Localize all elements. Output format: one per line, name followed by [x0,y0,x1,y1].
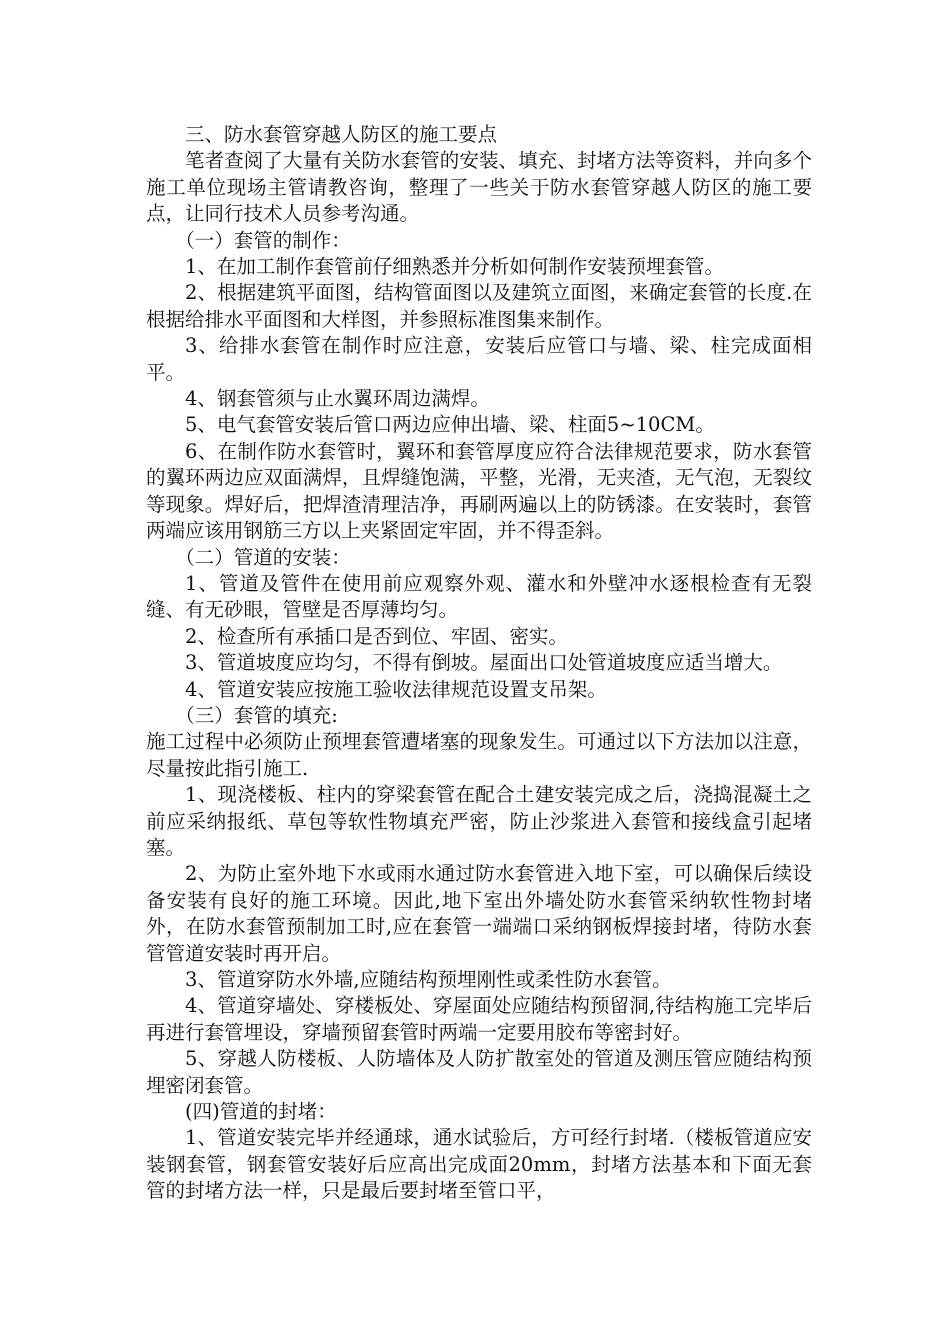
part1-item: 2、根据建筑平面图，结构管面图以及建筑立面图，来确定套管的长度.在根据给排水平面图和大样图，并参照标准图集来制作。 [146,281,812,331]
part2-item: 1、管道及管件在使用前应观察外观、灌水和外壁冲水逐根检查有无裂缝、有无砂眼，管壁是否厚薄均匀。 [146,571,812,622]
part4-item: 1、管道安装完毕并经通球，通水试验后，方可经行封堵.（楼板管道应安装钢套管，钢套管安装好后应高出完成面20mm，封堵方法基本和下面无套管的封堵方法一样，只是最后要封堵至管口平， [146,1126,812,1203]
document-body [146,122,812,1205]
part4-title: (四)管道的封堵： [185,1100,337,1124]
part3-item: 3、管道穿防水外墙,应随结构预埋刚性或柔性防水套管。 [185,968,672,991]
part3-item: 5、穿越人防楼板、人防墙体及人防扩散室处的管道及测压管应随结构预埋密闭套管。 [146,1047,812,1097]
part2-item: 4、管道安装应按施工验收法律规范设置支吊架。 [185,677,607,701]
part3-item: 1、现浇楼板、柱内的穿梁套管在配合土建安装完成之后，浇捣混凝土之前应采纳报纸、草包等软性物填充严密，防止沙浆进入套管和接线盒引起堵塞。 [146,783,812,859]
part1-item: 1、在加工制作套管前仔细熟悉并分析如何制作安装预埋套管。 [185,255,724,279]
section-title: 三、防水套管穿越人防区的施工要点 [185,123,498,146]
intro-paragraph: 笔者查阅了大量有关防水套管的安装、填充、封堵方法等资料，并向多个施工单位现场主管请教咨询，整理了一些关于防水套管穿越人防区的施工要点，让同行技术人员参考沟通。 [146,149,812,226]
part2-item: 3、管道坡度应均匀，不得有倒坡。屋面出口处管道坡度应适当增大。 [185,651,783,675]
part1-item: 6、在制作防水套管时，翼环和套管厚度应符合法律规范要求，防水套管的翼环两边应双面满焊，且焊缝饱满，平整，光滑，无夹渣，无气泡，无裂纹等现象。焊好后，把焊渣清理洁净，再刷两遍以上的防锈漆。在安装时，套管两端应该用钢筋三方以上夹紧固定牢固，并不得歪斜。 [146,439,812,543]
part3-title: （三）套管的填充: [175,703,338,727]
part3-intro: 施工过程中必须防止预埋套管遭堵塞的现象发生。可通过以下方法加以注意，尽量按此指引施工. [146,730,812,780]
part1-title: （一）套管的制作： [175,228,351,252]
part3-item: 4、管道穿墙处、穿楼板处、穿屋面处应随结构预留洞,待结构施工完毕后再进行套管埋设，穿墙预留套管时两端一定要用胶布等密封好。 [146,994,812,1044]
part2-title: （二）管道的安装： [175,545,351,569]
part2-item: 2、检查所有承插口是否到位、牢固、密实。 [185,624,568,648]
part1-item: 4、钢套管须与止水翼环周边满焊。 [185,387,490,411]
part3-item: 2、为防止室外地下水或雨水通过防水套管进入地下室，可以确保后续设备安装有良好的施工环境。因此,地下室出外墙处防水套管采纳软性物封堵外，在防水套管预制加工时,应在套管一端端口采纳钢板焊接封堵，待防水套管管道安装时再开启。 [146,862,812,965]
part1-item: 5、电气套管安装后管口两边应伸出墙、梁、柱面5~10CM。 [185,413,715,437]
part1-item: 3、给排水套管在制作时应注意，安装后应管口与墙、梁、柱完成面相平。 [146,334,812,384]
